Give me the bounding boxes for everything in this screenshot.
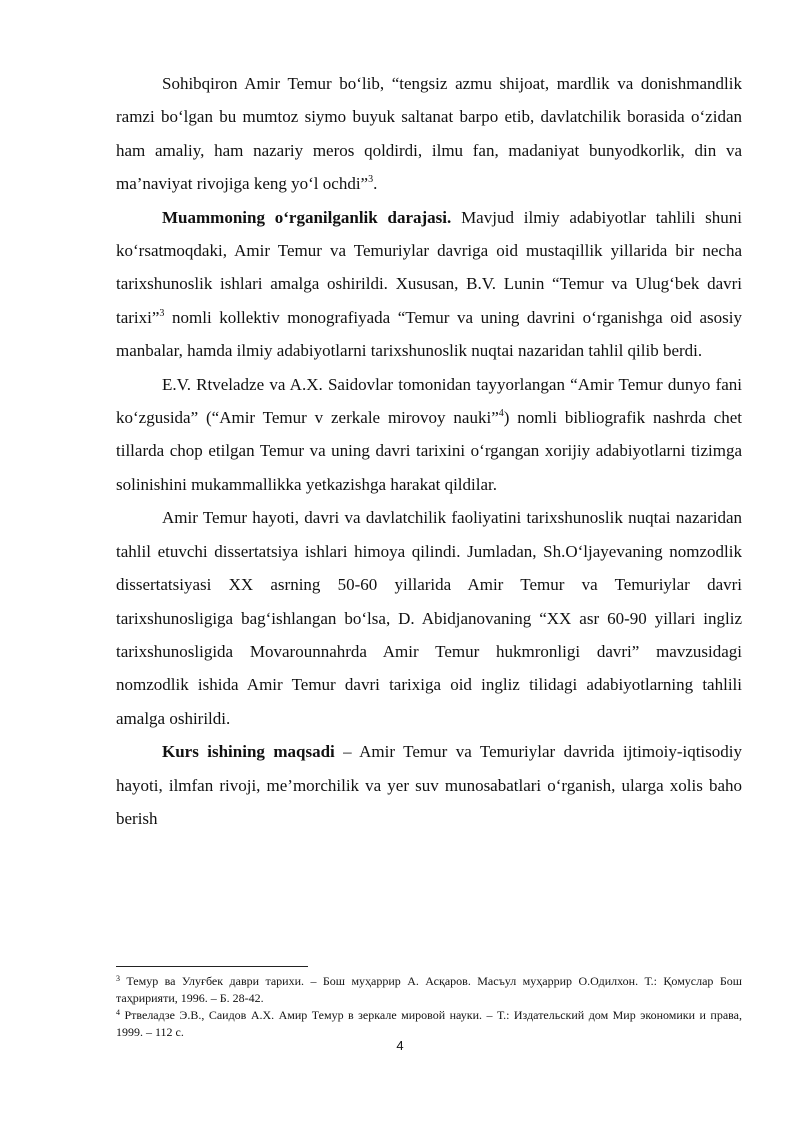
paragraph-course-goal: [116, 735, 742, 835]
section-heading: Muammoning o‘rganilganlik darajasi.: [162, 207, 452, 227]
paragraph-text: .: [373, 174, 378, 194]
paragraph-text: Amir Temur hayoti, davri va davlatchilik faoliyatini tarixshunoslik nuqtai nazaridan tahlil etuvchi dissertatsiya ishlari himoya qilindi. Jumladan, Sh.O‘ljayevaning nomzodlik dissertatsiyasi XX asrning 50-60 yillarida Amir Temur va Temuriylar davri tarixshunosligiga bag‘ishlangan bo‘lsa, D. Abidjanovaning “XX asr 60-90 yillari ingliz tarixshunosligida Movarounnahrda Amir Temur hukmronligi davri” mavzusidagi nomzodlik ishida Amir Temur davri tarixiga oid ingliz tilidagi adabiyotlarning tahlili amalga oshirildi.: [116, 508, 742, 728]
footnote-divider: [116, 966, 308, 967]
paragraph-research-level: [116, 201, 742, 368]
footnote-item: [116, 973, 742, 1007]
page-number: 4: [396, 1038, 404, 1053]
footnote-text: Темур ва Улуғбек даври тарихи. – Бош муҳаррир А. Асқаров. Масъул муҳаррир О.Одилхон. Т.: Қомуслар Бош таҳририяти, 1996. – Б. 28-42.: [116, 974, 742, 1005]
paragraph-text: Mavjud ilmiy adabiyotlar tahlili shuni ko‘rsatmoqdaki, Amir Temur va Temuriylar davriga oid mustaqillik yillarida bir necha tarixshunoslik ishlari amalga oshirildi. Xususan, B.V. Lunin “Temur va Ulug‘bek davri tarixi”: [116, 207, 742, 327]
paragraph-text: ) nomli bibliografik nashrda chet tillarda chop etilgan Temur va uning davri tarixini o‘rgangan xorijiy adabiyotlarni tizimga solinishini mukammallikka yetkazishga harakat qildilar.: [116, 408, 742, 494]
footnote-item: [116, 1007, 742, 1041]
footnote-text: Ртвеладзе Э.В., Саидов А.Х. Амир Темур в зеркале мировой науки. – Т.: Издательский дом Мир экономики и права, 1999. – 112 с.: [116, 1008, 742, 1039]
paragraph-text: – Amir Temur va Temuriylar davrida ijtimoiy-iqtisodiy hayoti, ilmfan rivoji, me’morchilik va yer suv munosabatlari o‘rganish, ularga xolis baho berish: [116, 742, 742, 828]
footnote-ref[interactable]: 4: [498, 408, 504, 420]
paragraph-text: E.V. Rtveladze va A.X. Saidovlar tomonidan tayyorlangan “Amir Temur dunyo fani ko‘zgusida” (“Amir Temur v zerkale mirovoy nauki”: [116, 374, 742, 428]
paragraph-dissertations: [116, 501, 742, 735]
paragraph-rtveladze: [116, 368, 742, 502]
paragraph-text: nomli kollektiv monografiyada “Temur va uning davrini o‘rganishga oid asosiy manbalar, hamda ilmiy adabiyotlarni tarixshunoslik nuqtai nazaridan tahlil qilib berdi.: [116, 307, 742, 361]
footnote-number: 3: [116, 974, 120, 983]
footnote-ref[interactable]: 3: [368, 174, 374, 186]
footnotes: [116, 973, 742, 1041]
footnote-number: 4: [116, 1008, 120, 1017]
paragraph-text: Sohibqiron Amir Temur bo‘lib, “tengsiz azmu shijoat, mardlik va donishmandlik ramzi bo‘lgan bu mumtoz siymo buyuk saltanat barpo etib, davlatchilik borasida o‘zidan ham amaliy, ham nazariy meros qoldirdi, ilmu fan, madaniyat bunyodkorlik, din va ma’naviyat rivojiga keng yo‘l ochdi”: [116, 74, 742, 194]
footnote-ref[interactable]: 3: [159, 307, 165, 319]
paragraph-intro: [116, 67, 742, 201]
section-heading: Kurs ishining maqsadi: [162, 742, 335, 762]
body-text: [116, 67, 742, 835]
